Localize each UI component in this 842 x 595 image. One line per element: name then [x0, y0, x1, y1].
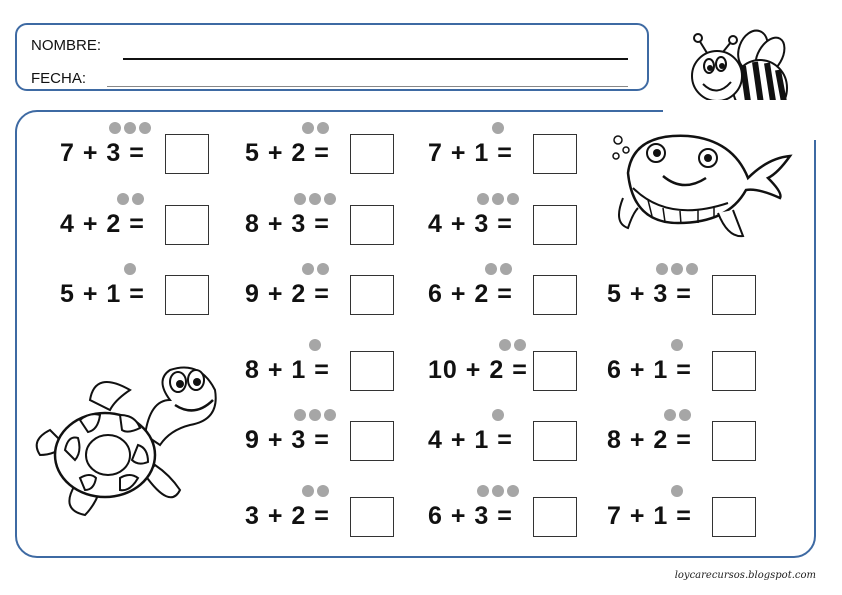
counting-dot: [317, 485, 329, 497]
answer-box[interactable]: [165, 134, 209, 174]
equals-sign: =: [314, 426, 330, 454]
plus-sign: +: [267, 139, 284, 167]
counting-dots: [477, 485, 519, 497]
counting-dots: [302, 122, 329, 134]
equation: [607, 356, 692, 385]
counting-dots: [124, 263, 136, 275]
equals-sign: =: [314, 139, 330, 167]
equals-sign: =: [129, 139, 145, 167]
counting-dot: [302, 122, 314, 134]
equation: [428, 139, 513, 168]
first-addend: 10: [428, 356, 458, 384]
counting-dot: [317, 122, 329, 134]
first-addend: 6: [607, 356, 622, 384]
equation: [607, 502, 692, 531]
equals-sign: =: [129, 210, 145, 238]
second-addend: 1: [474, 139, 490, 167]
first-addend: 5: [607, 280, 622, 308]
counting-dots: [117, 193, 144, 205]
equals-sign: =: [129, 280, 145, 308]
counting-dot: [500, 263, 512, 275]
first-addend: 9: [245, 280, 260, 308]
answer-box[interactable]: [533, 134, 577, 174]
first-addend: 8: [245, 356, 260, 384]
counting-dots: [656, 263, 698, 275]
plus-sign: +: [465, 356, 482, 384]
counting-dot: [507, 193, 519, 205]
counting-dot: [109, 122, 121, 134]
second-addend: 1: [653, 502, 669, 530]
counting-dot: [686, 263, 698, 275]
equals-sign: =: [676, 502, 692, 530]
equals-sign: =: [676, 426, 692, 454]
plus-sign: +: [82, 280, 99, 308]
counting-dots: [109, 122, 151, 134]
counting-dot: [317, 263, 329, 275]
first-addend: 5: [245, 139, 260, 167]
counting-dot: [477, 485, 489, 497]
counting-dots: [309, 339, 321, 351]
counting-dots: [664, 409, 691, 421]
counting-dot: [499, 339, 511, 351]
second-addend: 2: [291, 502, 307, 530]
plus-sign: +: [82, 139, 99, 167]
plus-sign: +: [267, 280, 284, 308]
answer-box[interactable]: [350, 134, 394, 174]
first-addend: 8: [607, 426, 622, 454]
plus-sign: +: [450, 502, 467, 530]
date-field[interactable]: [107, 86, 628, 87]
equals-sign: =: [676, 280, 692, 308]
equation: [60, 139, 145, 168]
counting-dot: [492, 122, 504, 134]
answer-box[interactable]: [533, 421, 577, 461]
counting-dot: [507, 485, 519, 497]
equals-sign: =: [497, 280, 513, 308]
name-field[interactable]: [123, 58, 628, 60]
answer-box[interactable]: [533, 497, 577, 537]
equation: [428, 356, 528, 385]
equals-sign: =: [497, 502, 513, 530]
counting-dots: [477, 193, 519, 205]
answer-box[interactable]: [350, 275, 394, 315]
counting-dot: [514, 339, 526, 351]
equals-sign: =: [314, 210, 330, 238]
equals-sign: =: [314, 356, 330, 384]
second-addend: 3: [291, 426, 307, 454]
second-addend: 2: [106, 210, 122, 238]
equation: [245, 139, 330, 168]
first-addend: 9: [245, 426, 260, 454]
plus-sign: +: [629, 280, 646, 308]
first-addend: 6: [428, 280, 443, 308]
answer-box[interactable]: [350, 497, 394, 537]
first-addend: 5: [60, 280, 75, 308]
counting-dot: [679, 409, 691, 421]
counting-dot: [309, 339, 321, 351]
first-addend: 7: [607, 502, 622, 530]
equation: [428, 426, 513, 455]
counting-dot: [324, 409, 336, 421]
counting-dot: [294, 409, 306, 421]
first-addend: 3: [245, 502, 260, 530]
plus-sign: +: [629, 502, 646, 530]
equals-sign: =: [512, 356, 528, 384]
plus-sign: +: [629, 356, 646, 384]
counting-dot: [302, 263, 314, 275]
first-addend: 7: [428, 139, 443, 167]
student-info-box: [15, 23, 649, 91]
first-addend: 6: [428, 502, 443, 530]
answer-box[interactable]: [165, 275, 209, 315]
counting-dots: [302, 485, 329, 497]
counting-dot: [132, 193, 144, 205]
answer-box[interactable]: [533, 351, 577, 391]
equation: [607, 426, 692, 455]
answer-box[interactable]: [533, 205, 577, 245]
second-addend: 1: [106, 280, 122, 308]
counting-dot: [294, 193, 306, 205]
second-addend: 3: [106, 139, 122, 167]
first-addend: 8: [245, 210, 260, 238]
second-addend: 3: [291, 210, 307, 238]
second-addend: 2: [291, 139, 307, 167]
counting-dot: [656, 263, 668, 275]
plus-sign: +: [629, 426, 646, 454]
second-addend: 2: [489, 356, 505, 384]
counting-dot: [139, 122, 151, 134]
counting-dot: [309, 409, 321, 421]
equals-sign: =: [676, 356, 692, 384]
counting-dot: [324, 193, 336, 205]
counting-dot: [492, 409, 504, 421]
equation: [428, 280, 513, 309]
counting-dot: [124, 122, 136, 134]
plus-sign: +: [82, 210, 99, 238]
plus-sign: +: [450, 426, 467, 454]
answer-box[interactable]: [712, 497, 756, 537]
counting-dot: [124, 263, 136, 275]
counting-dots: [671, 339, 683, 351]
answer-box[interactable]: [533, 275, 577, 315]
equation: [245, 280, 330, 309]
equation: [60, 280, 145, 309]
first-addend: 4: [428, 426, 443, 454]
counting-dot: [477, 193, 489, 205]
first-addend: 4: [428, 210, 443, 238]
answer-box[interactable]: [165, 205, 209, 245]
counting-dot: [671, 339, 683, 351]
answer-box[interactable]: [712, 351, 756, 391]
equals-sign: =: [497, 210, 513, 238]
counting-dot: [664, 409, 676, 421]
first-addend: 7: [60, 139, 75, 167]
second-addend: 1: [291, 356, 307, 384]
counting-dots: [671, 485, 683, 497]
second-addend: 3: [653, 280, 669, 308]
second-addend: 2: [291, 280, 307, 308]
counting-dot: [309, 193, 321, 205]
answer-box[interactable]: [350, 421, 394, 461]
plus-sign: +: [267, 502, 284, 530]
counting-dot: [117, 193, 129, 205]
date-label: FECHA:: [31, 70, 87, 87]
equation: [245, 356, 330, 385]
footer-credit: loycarecursos.blogspot.com: [674, 570, 816, 581]
plus-sign: +: [267, 426, 284, 454]
equals-sign: =: [497, 426, 513, 454]
equals-sign: =: [314, 502, 330, 530]
counting-dots: [302, 263, 329, 275]
counting-dots: [485, 263, 512, 275]
counting-dots: [492, 122, 504, 134]
equation: [428, 210, 513, 239]
counting-dot: [485, 263, 497, 275]
equals-sign: =: [314, 280, 330, 308]
answer-box[interactable]: [350, 205, 394, 245]
counting-dots: [492, 409, 504, 421]
counting-dot: [671, 263, 683, 275]
name-label: NOMBRE:: [31, 37, 102, 54]
counting-dot: [492, 193, 504, 205]
first-addend: 4: [60, 210, 75, 238]
counting-dot: [671, 485, 683, 497]
plus-sign: +: [450, 139, 467, 167]
counting-dots: [294, 409, 336, 421]
answer-box[interactable]: [350, 351, 394, 391]
second-addend: 1: [653, 356, 669, 384]
equals-sign: =: [497, 139, 513, 167]
counting-dots: [499, 339, 526, 351]
counting-dot: [492, 485, 504, 497]
equation: [607, 280, 692, 309]
equation: [245, 502, 330, 531]
equation: [428, 502, 513, 531]
counting-dot: [302, 485, 314, 497]
equation: [245, 426, 330, 455]
second-addend: 3: [474, 210, 490, 238]
plus-sign: +: [450, 280, 467, 308]
equation: [245, 210, 330, 239]
second-addend: 2: [653, 426, 669, 454]
turtle-illustration: [30, 360, 225, 525]
second-addend: 2: [474, 280, 490, 308]
plus-sign: +: [267, 210, 284, 238]
plus-sign: +: [267, 356, 284, 384]
equation: [60, 210, 145, 239]
plus-sign: +: [450, 210, 467, 238]
second-addend: 1: [474, 426, 490, 454]
answer-box[interactable]: [712, 421, 756, 461]
second-addend: 3: [474, 502, 490, 530]
whale-illustration: [608, 128, 798, 243]
counting-dots: [294, 193, 336, 205]
answer-box[interactable]: [712, 275, 756, 315]
